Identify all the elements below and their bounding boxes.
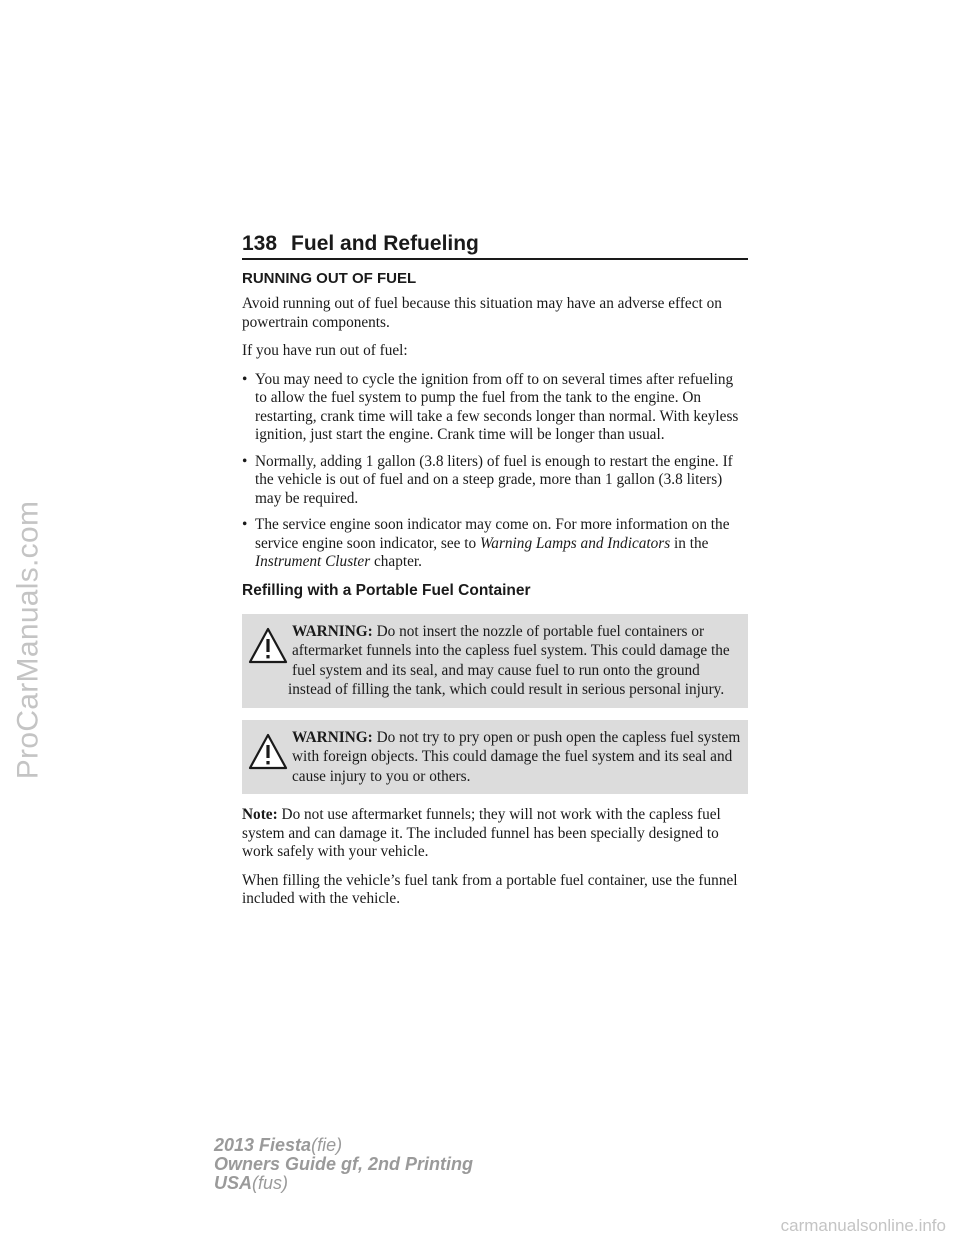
page-title: Fuel and Refueling — [291, 232, 479, 255]
page-number: 138 — [242, 232, 278, 255]
paragraph: Avoid running out of fuel because this situation may have an adverse effect on powertrain components. — [242, 295, 722, 331]
warning-triangle-icon — [248, 626, 288, 666]
footer-line-market — [214, 1174, 473, 1193]
bottom-watermark: carmanualsonline.info — [780, 1216, 946, 1235]
note-text: Do not use aftermarket funnels; they will not work with the capless fuel system and can damage it. The included funnel has been specially designed to work safely with your vehicle. — [242, 806, 721, 860]
side-watermark — [6, 260, 50, 1020]
footer-line-model — [214, 1136, 473, 1155]
warning-box — [242, 720, 748, 795]
paragraph: When filling the vehicle’s fuel tank from a portable fuel container, use the funnel included with the vehicle. — [242, 871, 738, 907]
warning-text — [244, 622, 742, 700]
warning-text — [244, 728, 742, 787]
list-item-text: chapter. — [373, 553, 422, 570]
section-heading-running-out: RUNNING OUT OF FUEL — [242, 270, 417, 287]
warning-label: WARNING: — [292, 728, 373, 746]
warning-triangle-icon — [248, 732, 288, 772]
warning-body: Do not insert the nozzle of portable fuel containers or aftermarket funnels into the capless fuel system. This could damage the fuel system and its seal, and may cause fuel to run onto the ground instead of filling the tank, which could result in serious personal injury. — [288, 622, 730, 698]
cross-reference-warning-lamps: Warning Lamps and Indicators — [479, 534, 671, 552]
paragraph: If you have run out of fuel: — [242, 342, 408, 359]
note-label: Note: — [242, 806, 278, 823]
list-item-text: You may need to cycle the ignition from off to on several times after refueling to allow the fuel system to pump the fuel from the tank to the engine. On restarting, crank time will take a few seconds longer than normal. With keyless ignition, just start the engine. Crank time will be longer than usual. — [255, 370, 739, 443]
warning-label: WARNING: — [292, 622, 373, 640]
page-content — [242, 266, 748, 919]
footer-model: 2013 Fiesta — [214, 1135, 312, 1155]
footer-market: USA — [214, 1173, 253, 1193]
document-footer — [214, 1136, 473, 1193]
list-item — [242, 453, 748, 509]
bullet-icon: • — [242, 370, 248, 388]
section-heading-portable-container: Refilling with a Portable Fuel Container — [242, 581, 531, 599]
bullet-list — [242, 371, 748, 572]
cross-reference-instrument-cluster: Instrument Cluster — [255, 553, 371, 570]
note-paragraph — [242, 806, 748, 862]
list-item-text: The service engine soon indicator may come on. For more information on the service engine soon indicator, see to — [255, 516, 730, 552]
warning-body: Do not try to pry open or push open the capless fuel system with foreign objects. This could damage the fuel system and its seal and cause injury to you or others. — [292, 728, 741, 785]
list-item-text: in the — [674, 534, 709, 552]
footer-guide: Owners Guide gf, 2nd Printing — [214, 1154, 474, 1174]
bullet-icon: • — [242, 516, 248, 533]
warning-box — [242, 614, 748, 708]
list-item-text: Normally, adding 1 gallon (3.8 liters) of fuel is enough to restart the engine. If the vehicle is out of fuel and on a steep grade, more than 1 gallon (3.8 liters) may be required. — [255, 452, 733, 507]
list-item — [242, 516, 748, 572]
footer-model-code: (fie) — [311, 1135, 343, 1155]
side-watermark-text: ProCarManuals.com — [11, 500, 44, 780]
footer-market-code: (fus) — [252, 1173, 289, 1193]
footer-line-guide — [214, 1155, 473, 1174]
list-item — [242, 371, 748, 445]
page-header — [242, 230, 748, 260]
bullet-icon: • — [242, 452, 248, 470]
